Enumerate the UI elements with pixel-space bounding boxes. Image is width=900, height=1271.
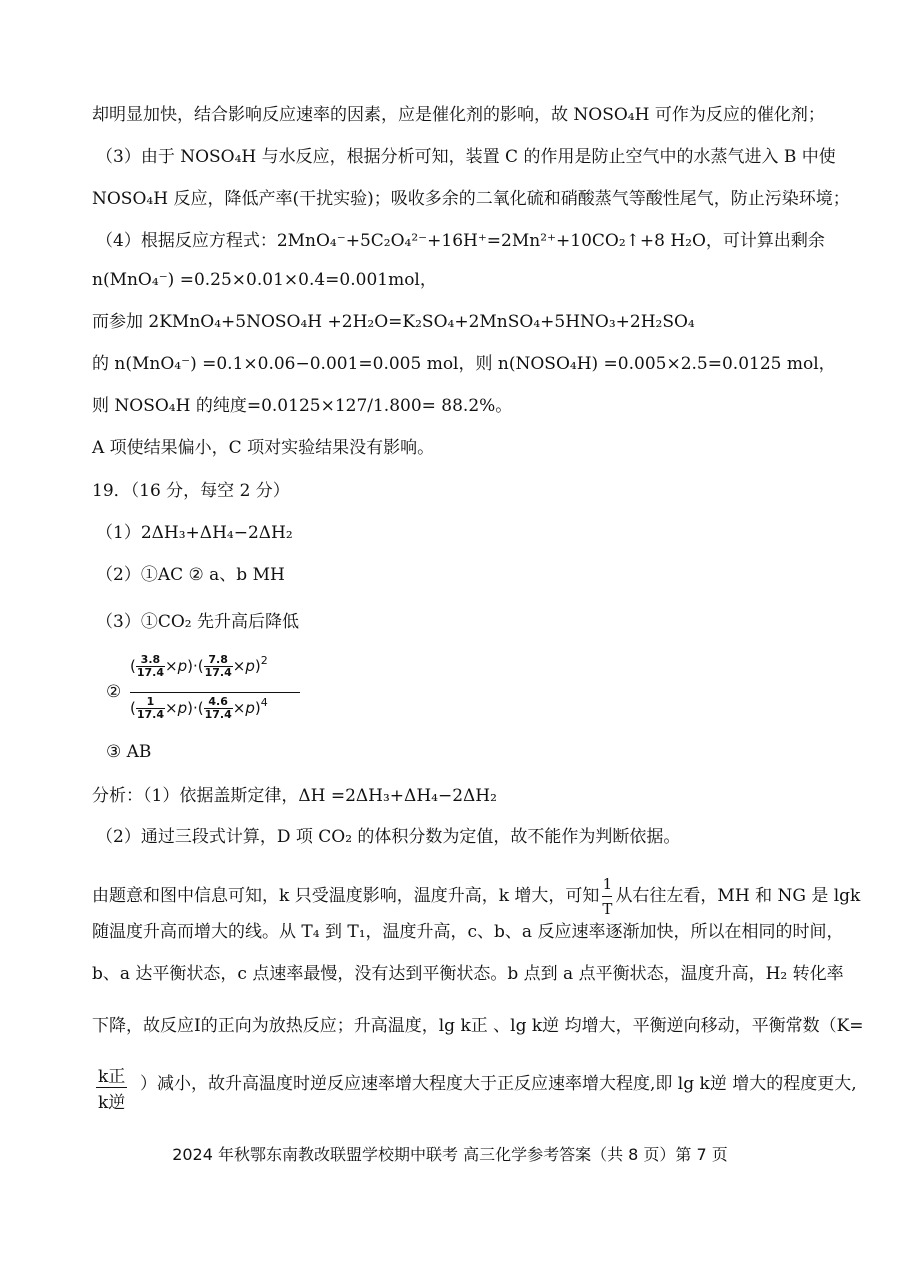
text-line-6: 而参加 2KMnO₄+5NOSO₄H +2H₂O=K₂SO₄+2MnSO₄+5HNO₃+2H₂SO₄	[92, 312, 695, 332]
frac-den-3: 17.4	[136, 708, 164, 721]
frac-num-3: 1	[136, 696, 165, 709]
inverse-temperature-fraction	[602, 872, 612, 921]
formula-numerator: ( $\frac{3.8}{17.4}$ ×p)·( $\frac{7.8}{17.4}$ ×p)$^2$	[130, 653, 268, 679]
text-line-5: n(MnO₄⁻) =0.25×0.01×0.4=0.001mol，	[92, 270, 437, 290]
frac-num-1: 3.8	[136, 654, 165, 667]
var-p-2: p	[245, 657, 255, 675]
var-p-1: p	[177, 657, 188, 675]
text-line-9: A 项使结果偏小，C 项对实验结果没有影响。	[92, 438, 435, 458]
frac-num-4: 4.6	[204, 696, 233, 709]
var-p-4: p	[245, 699, 255, 717]
equilibrium-constant-formula	[130, 654, 310, 734]
analysis-2: （2）通过三段式计算，D 项 CO₂ 的体积分数为定值，故不能作为判断依据。	[96, 827, 681, 847]
analysis-line-22: ）减小，故升高温度时逆反应速率增大程度大于正反应速率增大程度,即 lg k逆 增大的程度更大,	[140, 1074, 857, 1094]
answer-19-3-1: （3）①CO₂ 先升高后降低	[96, 612, 299, 632]
analysis-line-20: b、a 达平衡状态，c 点速率最慢，没有达到平衡状态。b 点到 a 点平衡状态，温度升高，H₂ 转化率	[92, 964, 844, 984]
text-line-7: 的 n(MnO₄⁻) =0.1×0.06−0.001=0.005 mol，则 n(NOSO₄H) =0.005×2.5=0.0125 mol，	[92, 354, 836, 374]
text-line-8: 则 NOSO₄H 的纯度=0.0125×127/1.800= 88.2%。	[92, 396, 513, 416]
formula-fraction-bar	[130, 692, 300, 693]
formula-denominator: ( $\frac{1}{17.4}$ ×p)·( $\frac{4.6}{17.4}$ ×p)$^4$	[130, 695, 268, 721]
analysis-line-21: 下降，故反应Ⅰ的正向为放热反应；升高温度，lg k正 、lg k逆 均增大，平衡逆向移动，平衡常数（K=	[92, 1016, 864, 1036]
answer-19-3-2-marker: ②	[106, 682, 122, 702]
k-ratio-fraction	[96, 1062, 127, 1113]
inverse-t-numerator: 1	[602, 872, 612, 897]
exponent-top: 2	[260, 654, 268, 667]
frac-den-4: 17.4	[204, 708, 232, 721]
analysis-line-18	[92, 872, 882, 921]
k-forward: k正	[96, 1062, 127, 1088]
k-reverse: k逆	[98, 1093, 126, 1113]
k-ratio	[96, 1062, 127, 1113]
frac-num-2: 7.8	[204, 654, 233, 667]
frac-den-2: 17.4	[204, 666, 232, 679]
frac-den-1: 17.4	[136, 666, 164, 679]
text-line-2: （3）由于 NOSO₄H 与水反应，根据分析可知，装置 C 的作用是防止空气中的水蒸气进入 B 中使	[96, 147, 836, 167]
analysis-line-19: 随温度升高而增大的线。从 T₄ 到 T₁，温度升高，c、b、a 反应速率逐渐加快，所以在相同的时间，	[92, 922, 844, 942]
analysis-line-18-b: 从右往左看，MH 和 NG 是 lgk	[615, 886, 861, 906]
answer-19-2: （2）①AC ② a、b MH	[96, 565, 285, 585]
analysis-line-18-a: 由题意和图中信息可知，k 只受温度影响，温度升高，k 增大，可知	[92, 886, 600, 906]
page-footer: 2024 年秋鄂东南教改联盟学校期中联考 高三化学参考答案（共 8 页）第 7 页	[172, 1145, 728, 1164]
text-line-4: （4）根据反应方程式：2MnO₄⁻+5C₂O₄²⁻+16H⁺=2Mn²⁺+10CO₂↑+8 H₂O，可计算出剩余	[96, 231, 825, 251]
answer-19-3-3: ③ AB	[106, 742, 152, 762]
inverse-t-denominator: T	[602, 900, 613, 918]
answer-19-1: （1）2ΔH₃+ΔH₄−2ΔH₂	[96, 523, 293, 543]
analysis-1: 分析：（1）依据盖斯定律，ΔH =2ΔH₃+ΔH₄−2ΔH₂	[92, 786, 497, 806]
exponent-bottom: 4	[260, 696, 268, 709]
question-19-header: 19．（16 分，每空 2 分）	[92, 481, 290, 501]
var-p-3: p	[177, 699, 188, 717]
text-line-1: 却明显加快，结合影响反应速率的因素，应是催化剂的影响，故 NOSO₄H 可作为反应的催化剂；	[92, 105, 825, 125]
text-line-3: NOSO₄H 反应，降低产率(干扰实验)；吸收多余的二氧化硫和硝酸蒸气等酸性尾气，防止污染环境；	[92, 189, 850, 209]
